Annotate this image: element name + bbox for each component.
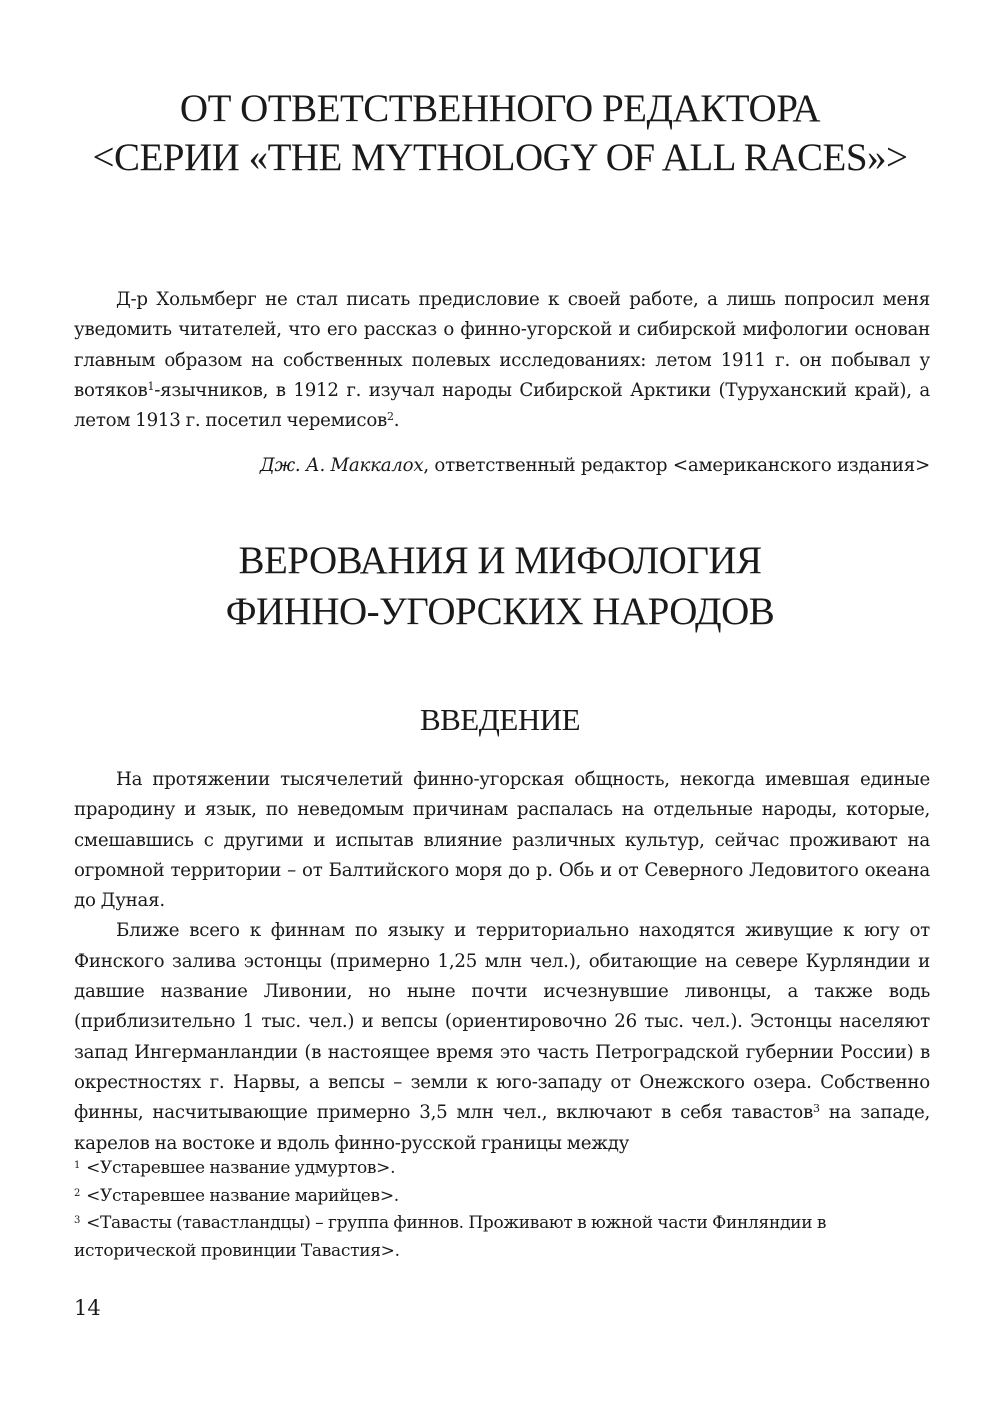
footnote-1 xyxy=(74,1155,930,1183)
footnote-marker-1: 1 xyxy=(74,1160,81,1171)
preface-text-part-1: Д-р Хольмберг не стал писать предисловие к своей работе, а лишь попросил меня уведомить читателей, что его рассказ о финно-угорской и сибирской мифологии основан главным образом на собственных полевых исследованиях: летом 1911 г. он побывал у вотяков xyxy=(74,289,930,401)
chapter-title xyxy=(60,535,940,637)
preface-text-part-2: -язычников, в 1912 г. изучал народы Сибирской Арктики (Туруханский край), а летом 1913 г. посетил черемисов xyxy=(74,379,930,432)
page-number: 14 xyxy=(74,1296,101,1320)
editor-signature xyxy=(74,451,930,481)
editor-foreword-title xyxy=(60,84,940,182)
footnote-text-1: <Устаревшее название удмуртов>. xyxy=(86,1158,396,1178)
chapter-title-line-1: ВЕРОВАНИЯ И МИФОЛОГИЯ xyxy=(238,539,762,582)
preface-text xyxy=(74,285,930,436)
footnote-marker-2: 2 xyxy=(74,1187,81,1199)
footnote-text-2: <Устаревшее название марийцев>. xyxy=(86,1185,399,1206)
preface-paragraph xyxy=(74,285,930,436)
introduction-paragraph-1: На протяжении тысячелетий финно-угорская общность, некогда имевшая единые прародину и язык, по неведомым причинам распалась на отдельные народы, которые, смешавшись с другими и испытав влияние различных культур, сейчас проживают на огромной территории – от Балтийского моря до р. Обь и от Северного Ледовитого океана до Дуная. xyxy=(74,769,930,912)
signature-role: , ответственный редактор <американского издания> xyxy=(423,455,930,476)
preface-text-end: . xyxy=(393,410,400,432)
footnote-ref-3: 3 xyxy=(812,1102,820,1116)
introduction-paragraph-2 xyxy=(74,916,930,1158)
signature-name: Дж. А. Маккалох xyxy=(259,455,424,476)
chapter-title-line-2: ФИННО-УГОРСКИХ НАРОДОВ xyxy=(225,590,775,633)
footnote-ref-2: 2 xyxy=(387,410,394,424)
section-heading-introduction xyxy=(60,700,940,740)
introduction-body xyxy=(74,765,930,1159)
footnote-marker-3: 3 xyxy=(74,1215,81,1226)
introduction-paragraph-2-tail: на западе, карелов на востоке и вдоль финно-русской границы между xyxy=(74,1102,930,1154)
footnote-ref-1: 1 xyxy=(147,379,155,393)
footnote-3 xyxy=(74,1210,930,1265)
footnotes xyxy=(74,1155,930,1265)
footnote-text-3: <Таваcты (тавастландцы) – группа финнов. Проживают в южной части Финляндии в исторической провинции Тавастия>. xyxy=(74,1213,827,1261)
introduction-paragraph-2-text: Ближе всего к финнам по языку и территориально находятся живущие к югу от Финского залива эстонцы (примерно 1,25 млн чел.), обитающие на севере Курляндии и давшие название Ливонии, но ныне почти исчезнувшие ливонцы, а также водь (приблизительно 1 тыс. чел.) и вепсы (ориентировочно 26 тыс. чел.). Эстонцы населяют запад Ингерманландии (в настоящее время это часть Петроградской губернии России) в окрестностях г. Нарвы, а вепсы – земли к юго-западу от Онежского озера. Собственно финны, насчитывающие примерно 3,5 млн чел., включают в себя тавастов xyxy=(74,920,930,1124)
editor-title-line-2: <СЕРИИ «THE MYTHOLOGY OF ALL RACES»> xyxy=(92,136,908,179)
footnote-2 xyxy=(74,1183,930,1211)
editor-title-line-1: ОТ ОТВЕТСТВЕННОГО РЕДАКТОРА xyxy=(179,87,821,130)
introduction-heading-text: ВВЕДЕНИЕ xyxy=(419,702,581,737)
